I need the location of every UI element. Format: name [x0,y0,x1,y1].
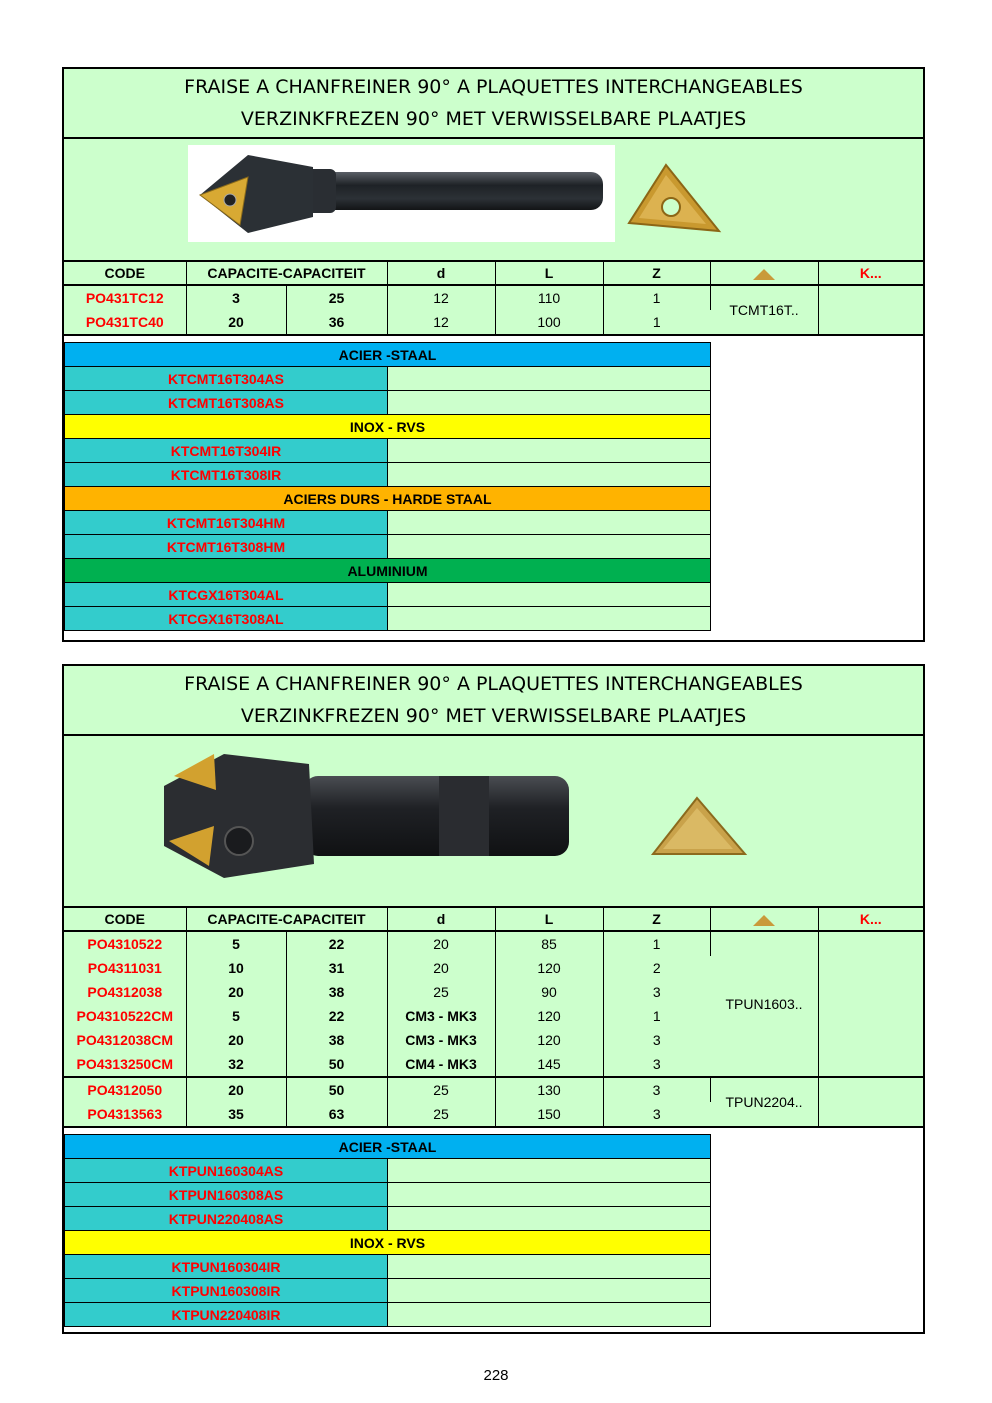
insert-row [65,583,711,607]
row-k [818,931,923,1077]
row-cap1: 10 [186,956,286,980]
insert-empty [388,391,711,415]
insert-empty [388,439,711,463]
insert-code: KTCGX16T304AL [65,583,388,607]
row-code: PO4312038CM [64,1028,186,1052]
insert-row [65,1159,711,1183]
row-cap1: 3 [186,285,286,310]
product-block-2 [62,664,925,1334]
image-row [64,139,923,262]
title-dutch: VERZINKFREZEN 90° MET VERWISSELBARE PLAATJES [240,705,747,727]
row-l: 85 [495,931,603,956]
row-z: 2 [603,956,710,980]
header-capacity: CAPACITE-CAPACITEIT [186,262,387,285]
category-row [65,343,711,367]
row-cap2: 50 [286,1052,387,1077]
table-header [64,262,923,285]
row-z: 1 [603,310,710,334]
row-d: CM4 - MK3 [387,1052,495,1077]
row-z: 3 [603,1077,710,1102]
spec-table [64,262,923,334]
row-l: 120 [495,956,603,980]
row-z: 1 [603,285,710,310]
insert-code: KTPUN160304IR [65,1255,388,1279]
row-cap1: 20 [186,1077,286,1102]
insert-empty [388,1207,711,1231]
title-french: FRAISE A CHANFREINER 90° A PLAQUETTES INTERCHANGEABLES [184,673,803,695]
header-capacity: CAPACITE-CAPACITEIT [186,908,387,931]
row-cap2: 38 [286,980,387,1004]
insert-list [64,1126,923,1327]
row-d: 12 [387,285,495,310]
row-k [818,1077,923,1126]
page-number: 228 [483,1367,509,1384]
row-z: 3 [603,1052,710,1077]
insert-code: KTCMT16T304HM [65,511,388,535]
row-code: PO431TC12 [64,285,186,310]
row-code: PO4311031 [64,956,186,980]
table-row [64,931,923,956]
header-insert [710,908,818,931]
category-row [65,559,711,583]
row-cap1: 20 [186,980,286,1004]
row-code: PO4312038 [64,980,186,1004]
row-d: CM3 - MK3 [387,1004,495,1028]
insert-empty [388,1183,711,1207]
category-steel: ACIER -STAAL [65,1135,711,1159]
insert-row [65,1207,711,1231]
header-code: CODE [64,908,186,931]
row-d: CM3 - MK3 [387,1028,495,1052]
row-insert-type: TPUN2204.. [710,1077,818,1126]
insert-triangle-icon [753,269,775,280]
row-l: 120 [495,1028,603,1052]
row-z: 3 [603,1028,710,1052]
header-l: L [495,262,603,285]
insert-row [65,367,711,391]
row-cap1: 20 [186,310,286,334]
insert-empty [388,607,711,631]
header-z: Z [603,908,710,931]
row-l: 145 [495,1052,603,1077]
insert-list [64,334,923,631]
chamfer-mill-tcmt-image [188,145,615,242]
row-cap1: 35 [186,1102,286,1126]
insert-code: KTCMT16T308AS [65,391,388,415]
block-title [64,69,923,139]
insert-triangle-icon [753,915,775,926]
category-row [65,487,711,511]
table-row [64,285,923,310]
insert-code: KTPUN160304AS [65,1159,388,1183]
image-row [64,736,923,908]
row-l: 130 [495,1077,603,1102]
insert-row [65,511,711,535]
insert-row [65,463,711,487]
insert-code: KTPUN160308AS [65,1183,388,1207]
row-code: PO4310522 [64,931,186,956]
insert-empty [388,535,711,559]
category-row [65,415,711,439]
insert-code: KTPUN160308IR [65,1279,388,1303]
table-header [64,908,923,931]
insert-code: KTCGX16T308AL [65,607,388,631]
insert-empty [388,463,711,487]
insert-row [65,607,711,631]
row-k [818,285,923,334]
insert-code: KTCMT16T304AS [65,367,388,391]
header-k: K... [818,908,923,931]
row-cap2: 22 [286,931,387,956]
title-french: FRAISE A CHANFREINER 90° A PLAQUETTES INTERCHANGEABLES [184,76,803,98]
row-insert-type: TCMT16T.. [710,285,818,334]
row-cap2: 50 [286,1077,387,1102]
row-code: PO431TC40 [64,310,186,334]
category-inox: INOX - RVS [65,1231,711,1255]
insert-code: KTCMT16T308HM [65,535,388,559]
header-z: Z [603,262,710,285]
tcmt-insert-image [624,161,724,241]
insert-code: KTCMT16T304IR [65,439,388,463]
header-insert [710,262,818,285]
insert-row [65,439,711,463]
row-z: 1 [603,1004,710,1028]
insert-empty [388,511,711,535]
row-code: PO4313563 [64,1102,186,1126]
row-cap2: 38 [286,1028,387,1052]
insert-table [64,342,711,631]
row-code: PO4310522CM [64,1004,186,1028]
row-cap2: 36 [286,310,387,334]
chamfer-mill-tpun-image [154,746,584,886]
row-cap2: 31 [286,956,387,980]
category-steel: ACIER -STAAL [65,343,711,367]
row-z: 3 [603,1102,710,1126]
row-d: 25 [387,1077,495,1102]
row-l: 110 [495,285,603,310]
row-code: PO4312050 [64,1077,186,1102]
product-block-1 [62,67,925,642]
insert-row [65,1183,711,1207]
row-d: 12 [387,310,495,334]
insert-table [64,1134,711,1327]
row-cap1: 32 [186,1052,286,1077]
header-code: CODE [64,262,186,285]
row-cap1: 5 [186,931,286,956]
header-k: K... [818,262,923,285]
row-l: 120 [495,1004,603,1028]
row-cap1: 5 [186,1004,286,1028]
insert-empty [388,1255,711,1279]
insert-row [65,1279,711,1303]
category-row [65,1135,711,1159]
insert-empty [388,583,711,607]
row-insert-type: TPUN1603.. [710,931,818,1077]
row-code: PO4313250CM [64,1052,186,1077]
block-title [64,666,923,736]
header-l: L [495,908,603,931]
row-d: 25 [387,1102,495,1126]
row-l: 150 [495,1102,603,1126]
insert-empty [388,1159,711,1183]
category-hard-steel: ACIERS DURS - HARDE STAAL [65,487,711,511]
row-l: 100 [495,310,603,334]
row-cap2: 63 [286,1102,387,1126]
insert-empty [388,367,711,391]
row-d: 25 [387,980,495,1004]
insert-row [65,1303,711,1327]
insert-code: KTPUN220408AS [65,1207,388,1231]
table-row [64,1077,923,1102]
category-inox: INOX - RVS [65,415,711,439]
header-d: d [387,262,495,285]
category-row [65,1231,711,1255]
insert-code: KTPUN220408IR [65,1303,388,1327]
insert-code: KTCMT16T308IR [65,463,388,487]
row-cap2: 22 [286,1004,387,1028]
header-d: d [387,908,495,931]
insert-row [65,1255,711,1279]
row-cap2: 25 [286,285,387,310]
row-d: 20 [387,956,495,980]
row-l: 90 [495,980,603,1004]
category-aluminium: ALUMINIUM [65,559,711,583]
insert-row [65,391,711,415]
row-z: 3 [603,980,710,1004]
row-cap1: 20 [186,1028,286,1052]
insert-empty [388,1303,711,1327]
title-dutch: VERZINKFREZEN 90° MET VERWISSELBARE PLAATJES [240,108,747,130]
row-z: 1 [603,931,710,956]
tpun-insert-image [649,794,749,859]
insert-empty [388,1279,711,1303]
spec-table [64,908,923,1126]
insert-row [65,535,711,559]
row-d: 20 [387,931,495,956]
